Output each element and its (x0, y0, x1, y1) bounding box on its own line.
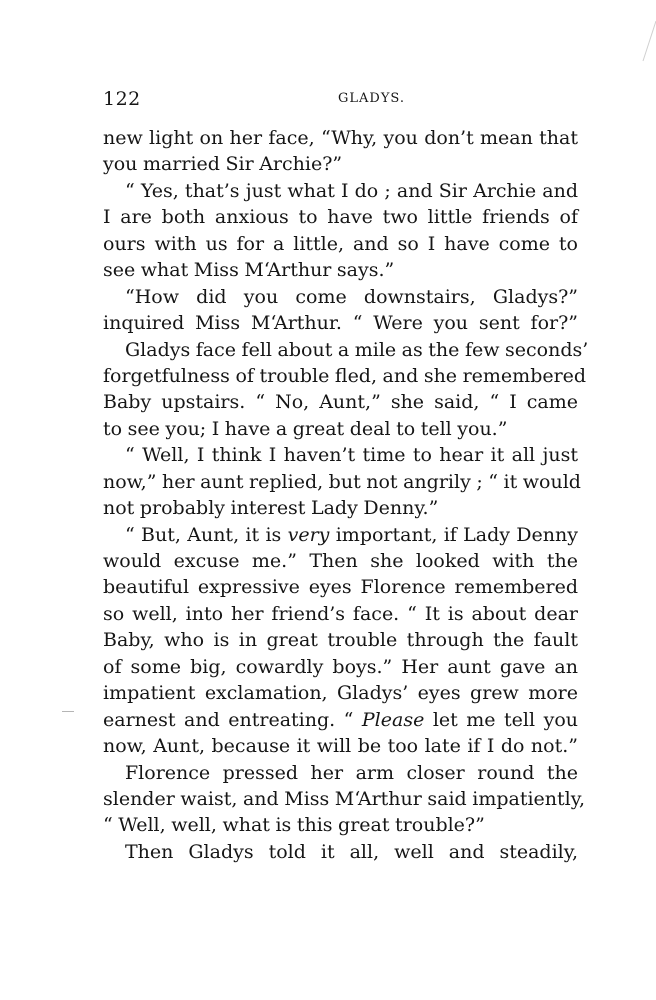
edge-mark (643, 21, 656, 61)
text-line: see what Miss M‘Arthur says.” (103, 259, 395, 282)
page-number: 122 (103, 88, 141, 110)
text-line: beautiful expressive eyes Florence remembered (103, 576, 578, 599)
text-line: “ Well, well, what is this great trouble?” (103, 814, 485, 837)
text-line: “ Well, I think I haven’t time to hear it all just (125, 444, 578, 467)
margin-mark (62, 711, 74, 712)
text-line: now, Aunt, because it will be too late if I do not.” (103, 735, 578, 758)
text-line: earnest and entreating. “ Please let me tell you (103, 708, 578, 731)
text-line: inquired Miss M‘Arthur. “ Were you sent for?” (103, 312, 578, 335)
text-line: Gladys face fell about a mile as the few seconds’ (125, 338, 589, 361)
text-line: forgetfulness of trouble fled, and she remembered (103, 364, 587, 387)
text-line: not probably interest Lady Denny.” (103, 497, 439, 520)
text-line: now,” her aunt replied, but not angrily ; “ it would (103, 470, 581, 493)
text-line: to see you; I have a great deal to tell you.” (103, 417, 508, 440)
text-line: so well, into her friend’s face. “ It is about dear (103, 602, 578, 625)
text-line: impatient exclamation, Gladys’ eyes grew more (103, 682, 578, 705)
text-line: of some big, cowardly boys.” Her aunt gave an (103, 655, 578, 678)
text-line: “How did you come downstairs, Gladys?” (125, 285, 578, 308)
text-line: “ But, Aunt, it is very important, if Lady Denny (125, 523, 578, 546)
text-line: Baby, who is in great trouble through the fault (103, 629, 578, 652)
text-line: would excuse me.” Then she looked with the (103, 550, 578, 572)
text-line: new light on her face, “Why, you don’t mean that (103, 127, 578, 149)
text-line: slender waist, and Miss M‘Arthur said impatiently, (103, 787, 585, 810)
page-header (103, 88, 578, 112)
emphasis: Please (361, 708, 425, 731)
body-text (103, 125, 589, 865)
text-line: Florence pressed her arm closer round the (125, 761, 578, 784)
emphasis: very (287, 523, 330, 546)
text-line: Then Gladys told it all, well and steadily, (125, 840, 578, 863)
text-line: you married Sir Archie?” (103, 153, 343, 176)
text-line: Baby upstairs. “ No, Aunt,” she said, “ I came (103, 391, 578, 414)
text-line: ours with us for a little, and so I have come to (103, 232, 578, 255)
text-line: “ Yes, that’s just what I do ; and Sir Archie and (125, 179, 578, 202)
running-head: GLADYS. (338, 91, 405, 106)
text-line: I are both anxious to have two little friends of (103, 206, 578, 229)
